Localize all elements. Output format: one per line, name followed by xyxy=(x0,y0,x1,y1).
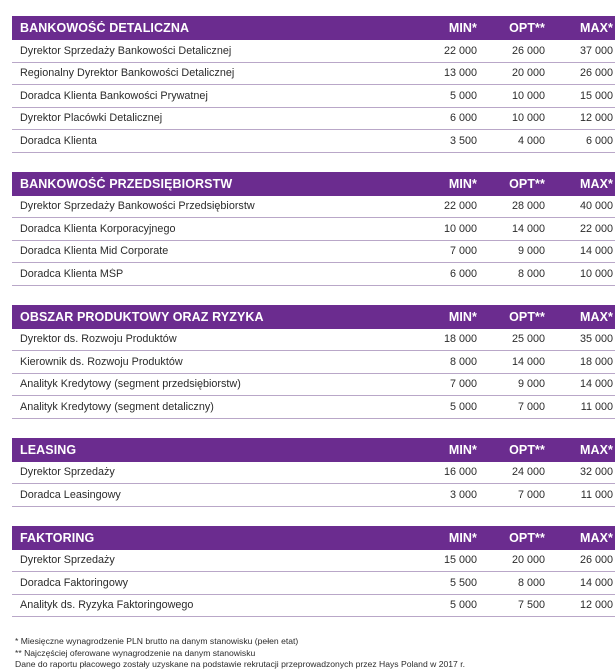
position-name: Analityk ds. Ryzyka Faktoringowego xyxy=(20,599,194,612)
position-name: Analityk Kredytowy (segment detaliczny) xyxy=(20,400,214,413)
footnotes xyxy=(12,636,615,671)
salary-max: 14 000 xyxy=(579,378,613,391)
table-row xyxy=(12,263,615,286)
salary-max: 32 000 xyxy=(579,466,613,479)
table-row xyxy=(12,595,615,618)
salary-max: 37 000 xyxy=(579,44,613,57)
salary-opt: 28 000 xyxy=(511,200,545,213)
section-header xyxy=(12,526,615,550)
header-max: MAX* xyxy=(579,176,613,191)
header-min: MIN* xyxy=(448,442,477,457)
position-name: Dyrektor Sprzedaży Bankowości Detalicznej xyxy=(20,44,232,57)
salary-opt: 7 000 xyxy=(517,488,545,501)
salary-max: 11 000 xyxy=(580,400,613,413)
table-row xyxy=(12,196,615,219)
salary-max: 12 000 xyxy=(579,112,613,125)
salary-opt: 9 000 xyxy=(517,245,545,258)
salary-min: 13 000 xyxy=(443,67,477,80)
position-name: Doradca Faktoringowy xyxy=(20,576,129,589)
section-title: FAKTORING xyxy=(20,530,95,545)
position-name: Doradca Klienta xyxy=(20,134,97,147)
salary-min: 3 000 xyxy=(449,488,477,501)
position-name: Doradca Klienta Korporacyjnego xyxy=(20,222,176,235)
position-name: Doradca Leasingowy xyxy=(20,488,121,501)
header-opt: OPT** xyxy=(509,21,545,35)
salary-opt: 9 000 xyxy=(517,378,545,391)
header-max: MAX* xyxy=(579,530,613,545)
position-name: Regionalny Dyrektor Bankowości Detalicznej xyxy=(20,67,235,80)
salary-min: 22 000 xyxy=(443,44,477,57)
salary-max: 35 000 xyxy=(579,333,613,346)
salary-opt: 7 500 xyxy=(517,599,545,612)
salary-opt: 8 000 xyxy=(517,267,545,280)
position-name: Doradca Klienta Mid Corporate xyxy=(20,245,169,258)
position-name: Dyrektor Sprzedaży xyxy=(20,466,115,479)
table-row xyxy=(12,218,615,241)
table-row xyxy=(12,40,615,63)
salary-min: 8 000 xyxy=(449,355,477,368)
salary-opt: 24 000 xyxy=(511,466,545,479)
table-row xyxy=(12,130,615,153)
header-opt: OPT** xyxy=(509,176,545,191)
salary-min: 10 000 xyxy=(443,222,477,235)
table-row xyxy=(12,63,615,86)
section-title: OBSZAR PRODUKTOWY ORAZ RYZYKA xyxy=(20,309,264,324)
salary-max: 15 000 xyxy=(579,89,613,102)
position-name: Dyrektor ds. Rozwoju Produktów xyxy=(20,333,177,346)
salary-max: 10 000 xyxy=(579,267,613,280)
table-row xyxy=(12,108,615,131)
table-row xyxy=(12,484,615,507)
salary-max: 18 000 xyxy=(579,355,613,368)
table-row xyxy=(12,374,615,397)
salary-section xyxy=(12,305,615,419)
salary-min: 18 000 xyxy=(443,333,477,346)
salary-opt: 26 000 xyxy=(511,44,545,57)
salary-max: 14 000 xyxy=(579,576,613,589)
salary-min: 6 000 xyxy=(449,267,477,280)
section-title: BANKOWOŚĆ DETALICZNA xyxy=(20,21,190,35)
position-name: Doradca Klienta MŚP xyxy=(20,267,124,280)
salary-min: 22 000 xyxy=(443,200,477,213)
salary-opt: 10 000 xyxy=(511,112,545,125)
section-header xyxy=(12,438,615,462)
salary-max: 6 000 xyxy=(585,134,613,147)
section-header xyxy=(12,305,615,329)
salary-opt: 20 000 xyxy=(511,554,545,567)
salary-min: 7 000 xyxy=(449,245,477,258)
header-max: MAX* xyxy=(579,21,613,35)
salary-max: 12 000 xyxy=(579,599,613,612)
position-name: Kierownik ds. Rozwoju Produktów xyxy=(20,355,183,368)
section-header xyxy=(12,16,615,40)
table-row xyxy=(12,329,615,352)
salary-opt: 8 000 xyxy=(517,576,545,589)
position-name: Dyrektor Placówki Detalicznej xyxy=(20,112,163,125)
salary-opt: 25 000 xyxy=(511,333,545,346)
salary-opt: 7 000 xyxy=(517,400,545,413)
salary-section xyxy=(12,438,615,507)
header-max: MAX* xyxy=(579,309,613,324)
position-name: Analityk Kredytowy (segment przedsiębiorstw) xyxy=(20,378,241,391)
salary-max: 26 000 xyxy=(579,554,613,567)
salary-min: 5 500 xyxy=(449,576,477,589)
section-title: LEASING xyxy=(20,442,77,457)
salary-max: 22 000 xyxy=(579,222,613,235)
header-opt: OPT** xyxy=(509,309,545,324)
salary-min: 3 500 xyxy=(449,134,477,147)
position-name: Dyrektor Sprzedaży Bankowości Przedsiębiorstw xyxy=(20,200,255,213)
salary-tables xyxy=(12,16,615,617)
header-min: MIN* xyxy=(448,309,477,324)
salary-opt: 4 000 xyxy=(517,134,545,147)
salary-min: 5 000 xyxy=(449,400,477,413)
table-row xyxy=(12,572,615,595)
table-row xyxy=(12,396,615,419)
table-row xyxy=(12,462,615,485)
salary-opt: 14 000 xyxy=(511,355,545,368)
salary-opt: 20 000 xyxy=(511,67,545,80)
salary-section xyxy=(12,16,615,153)
section-header xyxy=(12,172,615,196)
table-row xyxy=(12,550,615,573)
salary-opt: 14 000 xyxy=(511,222,545,235)
header-max: MAX* xyxy=(579,442,613,457)
table-row xyxy=(12,85,615,108)
footnote-2: ** Najczęściej oferowane wynagrodzenie na danym stanowisku xyxy=(15,647,256,658)
salary-max: 26 000 xyxy=(579,67,613,80)
salary-min: 16 000 xyxy=(443,466,477,479)
footnote-1: * Miesięczne wynagrodzenie PLN brutto na danym stanowisku (pełen etat) xyxy=(15,636,299,646)
salary-min: 5 000 xyxy=(449,599,477,612)
salary-report xyxy=(12,0,615,671)
position-name: Dyrektor Sprzedaży xyxy=(20,554,115,567)
salary-max: 11 000 xyxy=(580,488,613,501)
salary-min: 5 000 xyxy=(449,89,477,102)
salary-min: 6 000 xyxy=(449,112,477,125)
salary-opt: 10 000 xyxy=(511,89,545,102)
salary-max: 14 000 xyxy=(579,245,613,258)
table-row xyxy=(12,351,615,374)
header-opt: OPT** xyxy=(509,442,545,457)
table-row xyxy=(12,241,615,264)
header-min: MIN* xyxy=(448,176,477,191)
footnote-3: Dane do raportu płacowego zostały uzyskane na podstawie rekrutacji przeprowadzonych przez Hays Poland w 2017 r. xyxy=(15,659,465,669)
header-opt: OPT** xyxy=(509,530,545,545)
section-title: BANKOWOŚĆ PRZEDSIĘBIORSTW xyxy=(20,176,233,191)
position-name: Doradca Klienta Bankowości Prywatnej xyxy=(20,89,208,102)
header-min: MIN* xyxy=(448,21,477,35)
salary-min: 15 000 xyxy=(443,554,477,567)
header-min: MIN* xyxy=(448,530,477,545)
salary-section xyxy=(12,172,615,286)
salary-max: 40 000 xyxy=(579,200,613,213)
salary-section xyxy=(12,526,615,618)
salary-min: 7 000 xyxy=(449,378,477,391)
